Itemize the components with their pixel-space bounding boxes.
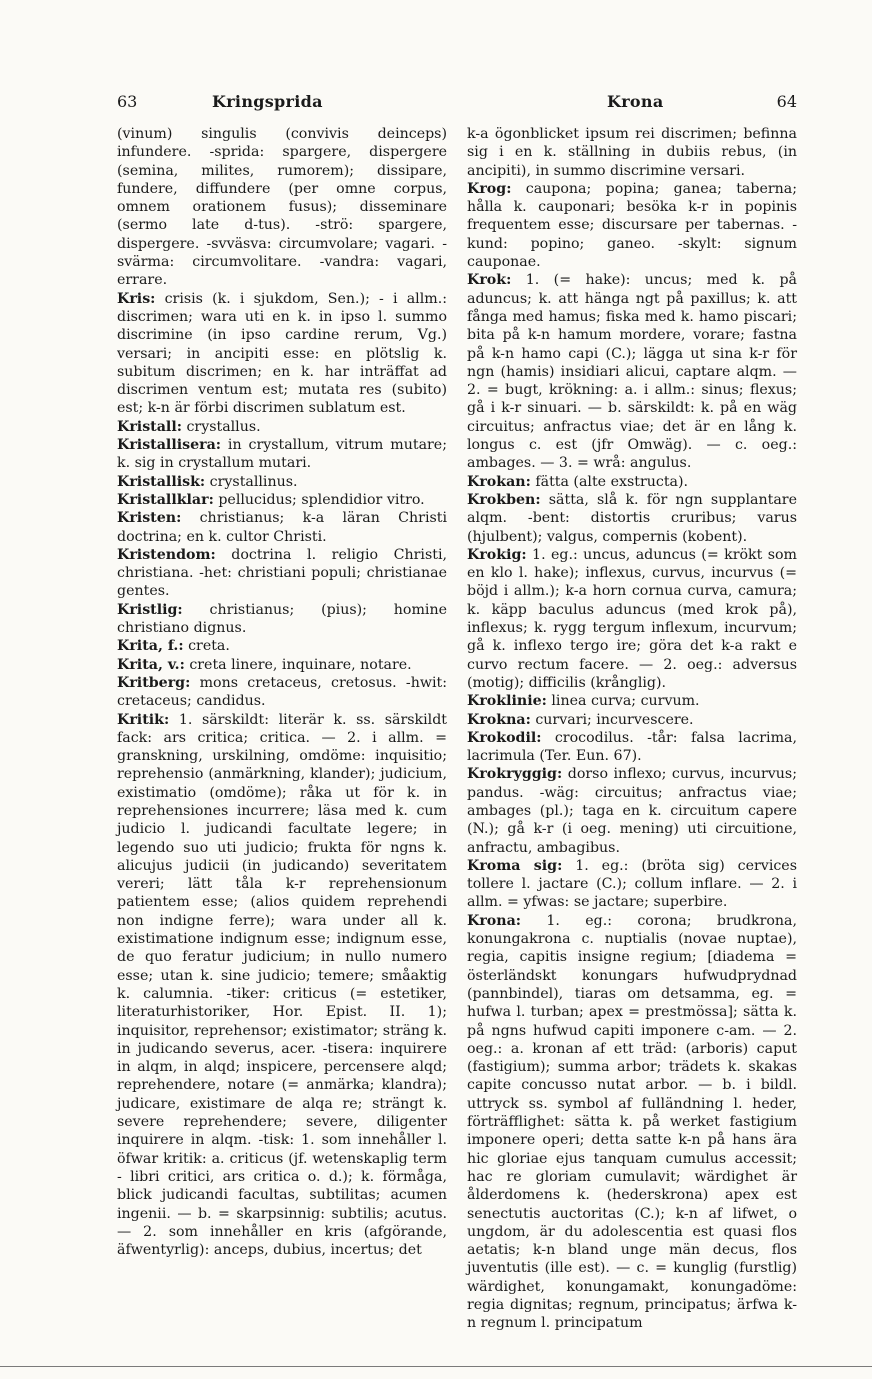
entry-headword: Kris: <box>117 290 156 307</box>
entry-headword: Kritberg: <box>117 674 191 691</box>
entry-text: dorso inflexo; curvus, incurvus; pandus. -wäg: circuitus; anfractus viae; ambages (pl.); taga en k. circuitum capere (N.); gå k-r (i oeg. mening) uti circuitione, anfractu, ambagibus. <box>467 766 797 856</box>
entry-text: in crystallum, vitrum mutare; k. sig in crystallum mutari. <box>117 437 447 472</box>
entry <box>467 857 797 912</box>
entry <box>467 912 797 1333</box>
entry-text: linea curva; curvum. <box>546 693 700 710</box>
entry <box>117 509 447 546</box>
entry <box>467 765 797 856</box>
entry-text: curvari; incurvescere. <box>530 711 694 728</box>
entry-headword: Krokig: <box>467 546 527 563</box>
entry <box>117 637 447 655</box>
entry-headword: Kristendom: <box>117 546 216 563</box>
entry-headword: Krokan: <box>467 473 531 490</box>
left-guide-word: Kringsprida <box>212 92 323 111</box>
right-page-number: 64 <box>776 92 797 111</box>
entry <box>117 674 447 711</box>
entry <box>467 473 797 491</box>
entry-headword: Kristall: <box>117 418 182 435</box>
entry-headword: Krokodil: <box>467 729 542 746</box>
entry-headword: Kroklinie: <box>467 693 547 710</box>
entry-text: crystallus. <box>181 418 261 435</box>
entry-text: mons cretaceus, cretosus. -hwit: cretaceus; candidus. <box>117 674 447 710</box>
entry-text: crisis (k. i sjukdom, Sen.); - i allm.: discrimen; wara uti en k. in ipso l. summo discrimine (in ipso cardine rerum, Vg.) versari; in ancipiti esse: en plötslig k. subitum discrimen; en k. har inträffat ad discrimen ventum est; mutata res (subito) est; k-n är förbi discrimen sublatum est. <box>117 290 447 417</box>
entry-text: crocodilus. -tår: falsa lacrima, lacrimula (Ter. Eun. 67). <box>467 729 797 765</box>
left-page-number: 63 <box>117 92 138 111</box>
entry <box>117 418 447 436</box>
entry-headword: Kristallisk: <box>117 473 206 490</box>
entry <box>117 290 447 418</box>
entry-text: christianus; (pius); homine christiano dignus. <box>117 601 447 637</box>
entry-headword: Krokryggig: <box>467 766 563 783</box>
entry <box>117 656 447 674</box>
entry-text: (vinum) singulis (convivis deinceps) infundere. -sprida: spargere, dispergere (semina, milites, rumorem); dissipare, fundere, diffundere (per omne corpus, omnem orationem fusus); disseminare (sermo late d-tus). -strö: spargere, dispergere. -svväsva: circumvolare; vagari. -svärma: circumvolitare. -vandra: vagari, errare. <box>117 126 447 289</box>
right-guide-word: Krona <box>607 92 664 111</box>
entry-text: fätta (alte exstructa). <box>530 473 689 490</box>
entry-text: k-a ögonblicket ipsum rei discrimen; befinna sig i en k. ställning in dubiis rebus, (in ancipiti), in summo discrimine versari. <box>467 126 797 179</box>
entry-headword: Kristlig: <box>117 601 183 618</box>
entry-text: 1. (= hake): uncus; med k. på aduncus; k. att hänga ngt på paxillus; k. att fånga med hamus; fiska med k. hamo piscari; bita på k-n hamum mordere, vorare; fastna på k-n hamo capi (C.); lägga ut sina k-r för ngn (hamis) insidiari alicui, captare alqm. — 2. = bugt, krökning: a. i allm.: sinus; flexus; gå i k-r sinuari. — b. särskildt: k. på en wäg circuitus; anfractus viae; det är en lång k. longus c. est (jfr Omwäg). — c. oeg.: ambages. — 3. = wrå: angulus. <box>467 272 797 472</box>
entry-headword: Kristallklar: <box>117 491 214 508</box>
entry <box>117 125 447 290</box>
entry-headword: Krok: <box>467 272 512 289</box>
entry <box>467 546 797 692</box>
entry <box>467 711 797 729</box>
entry-headword: Krog: <box>467 180 512 197</box>
entry-headword: Kristen: <box>117 510 182 527</box>
entry <box>467 491 797 546</box>
entry-headword: Krokben: <box>467 491 541 508</box>
entry-headword: Krita, v.: <box>117 656 185 673</box>
entry-headword: Kristallisera: <box>117 437 222 454</box>
entry <box>117 601 447 638</box>
entry <box>117 491 447 509</box>
entry-text: creta linere, inquinare, notare. <box>184 656 412 673</box>
entry-text: sätta, slå k. för ngn supplantare alqm. -bent: distortis cruribus; varus (hjulbent); valgus, compernis (kobent). <box>467 491 797 545</box>
entry <box>117 546 447 601</box>
entry-headword: Krokna: <box>467 711 531 728</box>
entry-text: caupona; popina; ganea; taberna; hålla k. cauponari; besöka k-r in popinis frequentem esse; discursare per tabernas. -kund: popino; ganeo. -skylt: signum cauponae. <box>467 180 797 271</box>
entry-text: crystallinus. <box>205 473 298 490</box>
right-column <box>467 125 797 1332</box>
left-column <box>117 125 447 1290</box>
entry-text: doctrina l. religio Christi, christiana. -het: christiani populi; christianae gentes. <box>117 546 447 600</box>
entry <box>467 729 797 766</box>
scan-edge-line <box>0 1366 872 1367</box>
entry <box>117 711 447 1260</box>
entry-headword: Kritik: <box>117 711 170 728</box>
entry-headword: Krita, f.: <box>117 638 184 655</box>
entry-text: 1. särskildt: literär k. ss. särskildt fack: ars critica; critica. — 2. i allm. = granskning, urskilning, omdöme: inquisitio; reprehensio (anmärkning, klander); judicium, existimatio (omdöme); råka ut för k. in reprehensiones incurrere; läsa med k. cum judicio l. judicandi facultate legere; in legendo suo uti judicio; frukta för ngns k. alicujus judicii (in judicando) severitatem vereri; lätt tåla k-r reprehensionum patientem esse; (alios quidem reprehendi non indigne ferre); wara under all k. existimatione indignum esse; indignum esse, de quo feratur judicium; in nullo numero esse; utan k. sine judicio; temere; småaktig k. calumnia. -tiker: criticus (= estetiker, literaturhistoriker, Hor. Epist. II. 1); inquisitor, reprehensor; existimator; sträng k. in judicando severus, acer. -tisera: inquirere in alqm, in alqd; inspicere, percensere alqd; reprehendere, notare (= anmärka; klandra); judicare, existimare de alqa re; strängt k. severe reprehendere; severe, diligenter inquirere in alqm. -tisk: 1. som innehåller l. öfwar kritik: a. criticus (jf. wetenskaplig term - libri critici, ars critica o. d.); k. förmåga, blick judicandi facultas, subtilitas; acumen ingenii. — b. = skarpsinnig: subtilis; acutus. — 2. som innehåller en kris (afgörande, äfwentyrlig): anceps, dubius, incertus; det <box>117 711 447 1259</box>
entry-text: 1. eg.: uncus, aduncus (= krökt som en klo l. hake); inflexus, curvus, incurvus (= böjd i allm.); k-a horn cornua curva, camura; k. käpp baculus aduncus (med krok på), inflexus; k. rygg tergum inflexum, incurvum; gå k. inflexo tergo ire; göra det k-a rakt e curvo rectum facere. — 2. oeg.: adversus (motig); difficilis (krånglig). <box>467 546 797 691</box>
entry-text: 1. eg.: (bröta sig) cervices tollere l. jactare (C.); collum inflare. — 2. i allm. = yfwas: se jactare; superbire. <box>467 857 797 911</box>
entry-text: christianus; k-a läran Christi doctrina; en k. cultor Christi. <box>117 510 447 545</box>
entry <box>467 271 797 472</box>
entry-text: creta. <box>183 638 230 655</box>
entry <box>467 125 797 180</box>
entry-text: pellucidus; splendidior vitro. <box>213 491 425 508</box>
entry <box>467 180 797 271</box>
page-header <box>117 90 797 114</box>
entry-headword: Krona: <box>467 912 522 929</box>
entry-headword: Kroma sig: <box>467 857 563 874</box>
entry-text: 1. eg.: corona; brudkrona, konungakrona c. nuptialis (novae nuptae), regia, capitis insigne regium; [diadema = österländskt konungars hufwudprydnad (pannbindel), tiaras om detsamma, eg. = hufwa l. turban; apex = prestmössa]; sätta k. på ngns hufwud capiti imponere c-am. — 2. oeg.: a. kronan af ett träd: (arboris) caput (fastigium); summa arbor; trädets k. skakas capite concusso nutat arbor. — b. i bildl. uttryck ss. symbol af fulländning l. heder, förträfflighet: sätta k. på werket fastigium imponere operi; detta satte k-n på hans ära hic gloriae ejus tanquam cumulus accessit; hac re gloriam cumulavit; wärdighet är ålderdomens k. (hederskrona) apex est senectutis auctoritas (C.); k-n af lifwet, o ungdom, är du adolescentia est quasi flos aetatis; k-n bland unge män decus, flos juventutis (ille est). — c. = kunglig (furstlig) wärdighet, konungamakt, konungadöme: regia dignitas; regnum, principatus; ärfwa k-n regnum l. principatum <box>467 912 797 1332</box>
entry <box>117 436 447 473</box>
entry <box>467 692 797 710</box>
entry <box>117 473 447 491</box>
